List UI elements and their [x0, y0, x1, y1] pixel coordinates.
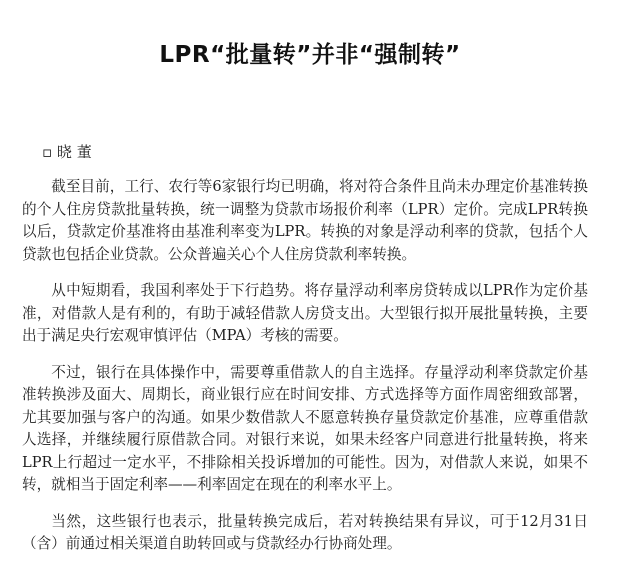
paragraph-2: 从中短期看，我国利率处于下行趋势。将存量浮动利率房贷转成以LPR作为定价基准，对借款人是有利的，有助于减轻借款人房贷支出。大型银行拟开展批量转换，主要出于满足央行宏观审慎评估（MPA）考核的需要。 [22, 282, 588, 344]
paragraph-3: 不过，银行在具体操作中，需要尊重借款人的自主选择。存量浮动利率贷款定价基准转换涉及面大、周期长，商业银行应在时间安排、方式选择等方面作周密细致部署，尤其要加强与客户的沟通。如果少数借款人不愿意转换存量贷款定价基准，应尊重借款人选择，并继续履行原借款合同。对银行来说，如果未经客户同意进行批量转换，将来LPR上行超过一定水平，不排除相关投诉增加的可能性。因为，对借款人来说，如果不转，就相当于固定利率——利率固定在现在的利率水平上。 [22, 363, 588, 493]
paragraph-1: 截至目前，工行、农行等6家银行均已明确，将对符合条件且尚未办理定价基准转换的个人住房贷款批量转换，统一调整为贷款市场报价利率（LPR）定价。完成LPR转换以后，贷款定价基准将由基准利率变为LPR。转换的对象是浮动利率的贷款，包括个人贷款也包括企业贷款。公众普遍关心个人住房贷款利率转换。 [22, 178, 588, 263]
article-title: LPR“批量转”并非“强制转” [159, 42, 461, 68]
article-body [22, 176, 588, 570]
paragraph-4: 当然，这些银行也表示，批量转换完成后，若对转换结果有异议，可于12月31日（含）前通过相关渠道自助转回或与贷款经办行协商处理。 [22, 512, 588, 552]
article-byline: ▫ 晓 董 [42, 143, 92, 161]
